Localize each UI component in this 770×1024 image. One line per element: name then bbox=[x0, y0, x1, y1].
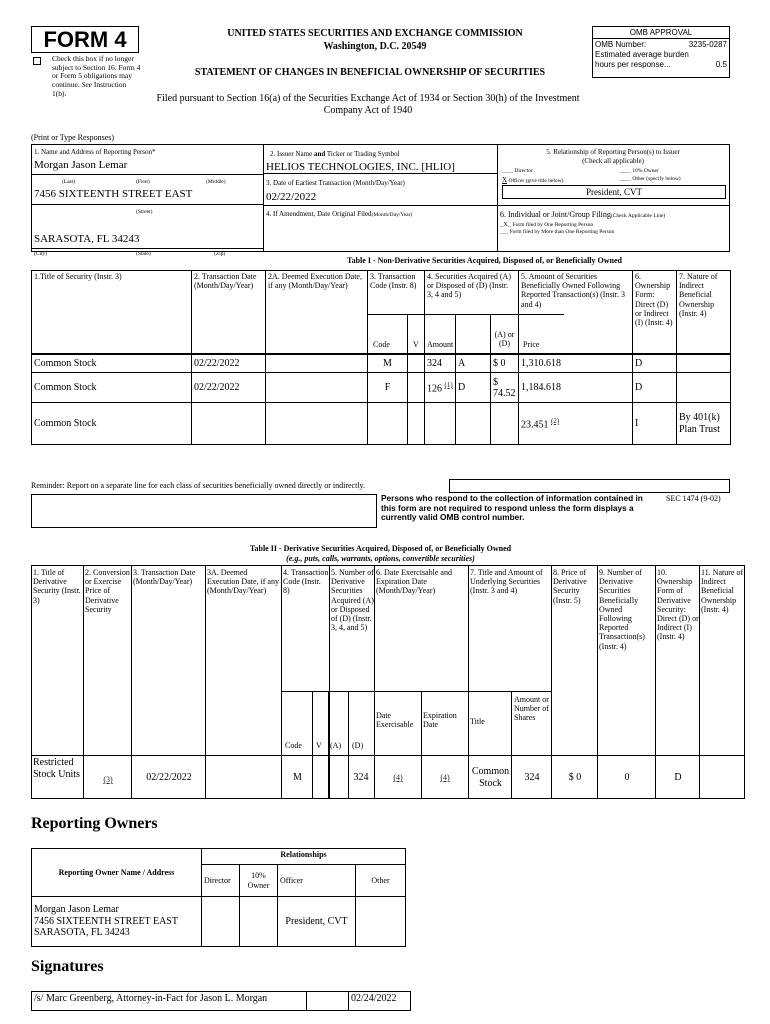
t2-code: M bbox=[293, 772, 302, 783]
t2-h-nature: 11. Nature of Indirect Beneficial Ownership (Instr. 4) bbox=[701, 568, 744, 614]
t1-title-value: Common Stock bbox=[34, 418, 97, 429]
t2-security-title: Restricted Stock Units bbox=[33, 757, 80, 780]
table2-subtitle: (e.g., puts, calls, warrants, options, convertible securities) bbox=[286, 554, 475, 563]
sec-code: SEC 1474 (9-02) bbox=[666, 494, 721, 503]
box1-label: 1. Name and Address of Reporting Person bbox=[34, 148, 153, 156]
director-label: Director bbox=[514, 168, 533, 174]
table1-row bbox=[32, 373, 731, 403]
t1-code-value: M bbox=[383, 357, 392, 369]
t1-amount-value: 324 bbox=[427, 357, 442, 369]
box2-label-pre: 2. Issuer Name bbox=[270, 150, 313, 158]
t1-price-value: $ 74.52 bbox=[493, 376, 516, 399]
ro-officer-value: President, CVT bbox=[278, 897, 356, 947]
box5-sub: (Check all applicable) bbox=[582, 157, 644, 165]
signature-text: /s/ Marc Greenberg, Attorney-in-Fact for Jason L. Morgan bbox=[32, 992, 307, 1011]
t1-h-form: 6. Ownership Form: Direct (D) or Indirect (I) (Instr. 4) bbox=[633, 271, 677, 355]
t2-h-exp: Expiration Date bbox=[423, 711, 457, 730]
print-note: (Print or Type Responses) bbox=[31, 133, 115, 142]
no-longer-subject-checkbox[interactable] bbox=[33, 57, 41, 65]
t2-h-d: (D) bbox=[352, 741, 364, 750]
t2-date-ex-fn[interactable]: (4) bbox=[393, 773, 403, 782]
omb-number-label: OMB Number: bbox=[595, 40, 647, 49]
t1-title bbox=[32, 354, 192, 373]
box5-relationship: 5. Relationship of Reporting Person(s) to Issuer (Check all applicable) ____ Director ____ 10% Owner X Officer (give title below) ____ Other (specify below) President, CVT bbox=[498, 144, 730, 206]
t1-nature-value: By 401(k) Plan Trust bbox=[679, 412, 720, 435]
reporting-owners-table bbox=[31, 848, 406, 947]
t2-h-v: V bbox=[316, 741, 322, 750]
t2-h-code-sub: Code bbox=[285, 741, 302, 750]
ro-h-ten-pct: 10% Owner bbox=[240, 865, 278, 897]
t2-h-owned: 9. Number of Derivative Securities Beneficially Owned Following Reported Transaction(s) (Instr. 4) bbox=[599, 568, 645, 651]
t1-deemed bbox=[266, 354, 368, 373]
table1-body bbox=[31, 353, 731, 445]
t1-date-value: 02/22/2022 bbox=[194, 357, 240, 369]
box6-label-small: (Check Applicable Line) bbox=[610, 213, 666, 219]
ro-h-name: Reporting Owner Name / Address bbox=[32, 849, 202, 897]
t1-form-value: D bbox=[635, 357, 643, 369]
t1-h-deemed: 2A. Deemed Execution Date, if any (Month/Day/Year) bbox=[266, 271, 368, 355]
box2-label-and: and bbox=[313, 150, 326, 158]
first-label: (First) bbox=[136, 179, 150, 185]
t1-nature bbox=[677, 403, 731, 445]
filing-opt2: Form filed by More than One Reporting Person bbox=[509, 229, 615, 235]
t1-owned-value: 1,310.618 bbox=[521, 357, 561, 369]
ro-h-officer: Officer bbox=[278, 865, 356, 897]
omb-hours-label: hours per response... bbox=[595, 60, 671, 69]
agency-name: UNITED STATES SECURITIES AND EXCHANGE COMMISSION bbox=[227, 28, 523, 39]
ro-h-relationships: Relationships bbox=[202, 849, 406, 865]
ro-owner-line2: 7456 SIXTEENTH STREET EAST bbox=[34, 915, 178, 927]
signatures-table bbox=[31, 991, 411, 1011]
t2-h-conv: 2. Conversion or Exercise Price of Derivative Security bbox=[85, 568, 130, 614]
t1-date bbox=[192, 373, 266, 403]
t2-h-a: (A) bbox=[330, 741, 342, 750]
t1-v bbox=[408, 354, 425, 373]
t1-v bbox=[408, 373, 425, 403]
ro-h-director: Director bbox=[202, 865, 240, 897]
t1-deemed bbox=[266, 403, 368, 445]
footnote-link[interactable]: (2) bbox=[551, 416, 560, 425]
t1-owned bbox=[519, 373, 633, 403]
box5-label: 5. Relationship of Reporting Person(s) to Issuer bbox=[546, 148, 680, 156]
omb-number: 3235-0287 bbox=[688, 40, 727, 49]
t1-code bbox=[368, 354, 408, 373]
filing-opt1: Form filed by One Reporting Person bbox=[512, 222, 594, 228]
t1-h-date: 2. Transaction Date (Month/Day/Year) bbox=[192, 271, 266, 355]
t1-v bbox=[408, 403, 425, 445]
ro-other-value bbox=[356, 897, 406, 947]
t1-date bbox=[192, 403, 266, 445]
t2-h-form: 10. Ownership Form of Derivative Security: Direct (D) or Indirect (I) (Instr. 4) bbox=[657, 568, 699, 642]
t1-title bbox=[32, 403, 192, 445]
t1-nature bbox=[677, 373, 731, 403]
officer-label: Officer (give title below) bbox=[508, 178, 564, 184]
t1-aord bbox=[456, 354, 491, 373]
checkbox-note bbox=[52, 55, 142, 98]
t2-price: $ 0 bbox=[568, 772, 582, 783]
statement-title: STATEMENT OF CHANGES IN BENEFICIAL OWNERSHIP OF SECURITIES bbox=[194, 67, 546, 78]
officer-mark[interactable]: X bbox=[502, 176, 508, 184]
reporting-owners-heading: Reporting Owners bbox=[31, 815, 158, 832]
box6-label: 6. Individual or Joint/Group Filing bbox=[500, 210, 611, 219]
t1-title bbox=[32, 373, 192, 403]
t1-amount bbox=[425, 354, 456, 373]
t2-conv-fn[interactable]: (3) bbox=[103, 775, 113, 784]
t1-aord-value: A bbox=[458, 357, 466, 369]
street-value: 7456 SIXTEENTH STREET EAST bbox=[34, 188, 193, 200]
agency-location: Washington, D.C. 20549 bbox=[323, 41, 427, 52]
t2-d: 324 bbox=[353, 772, 369, 783]
t2-h-amount: Amount or Number of Shares bbox=[514, 695, 549, 723]
filed-pursuant: Filed pursuant to Section 16(a) of the Securities Exchange Act of 1934 or Section 30(h) of the Investment Company Act of 1940 bbox=[156, 93, 580, 116]
form-title: FORM 4 bbox=[31, 26, 139, 53]
t1-subheader bbox=[367, 314, 564, 354]
t1-owned bbox=[519, 403, 633, 445]
t1-code bbox=[368, 373, 408, 403]
t2-h-exercisable: 6. Date Exercisable and Expiration Date (Month/Day/Year) bbox=[376, 568, 452, 596]
t1-nature bbox=[677, 354, 731, 373]
middle-label: (Middle) bbox=[206, 179, 226, 185]
t1-amount bbox=[425, 373, 456, 403]
ro-owner-line3: SARASOTA, FL 34243 bbox=[34, 927, 130, 939]
t1-price bbox=[491, 403, 519, 445]
ten-pct-label: 10% Owner bbox=[632, 168, 659, 174]
t2-h-deemed: 3A. Deemed Execution Date, if any (Month/Day/Year) bbox=[207, 568, 279, 596]
t1-form bbox=[633, 354, 677, 373]
box3-label: 3. Date of Earliest Transaction (Month/Day/Year) bbox=[266, 179, 405, 187]
t1-owned-value: 1,184.618 bbox=[521, 382, 561, 393]
t1-h-code: 3. Transaction Code (Instr. 8) bbox=[368, 271, 425, 355]
zip-label: (Zip) bbox=[214, 251, 226, 257]
signature-date: 02/24/2022 bbox=[349, 992, 411, 1011]
t1-h-amount: Amount bbox=[427, 340, 454, 349]
last-label: (Last) bbox=[62, 179, 76, 185]
t1-amount bbox=[425, 403, 456, 445]
checkbox-see: See bbox=[81, 79, 92, 89]
t1-h-title: 1.Title of Security (Instr. 3) bbox=[32, 271, 192, 355]
t1-amount-value: 126 bbox=[427, 383, 442, 395]
t2-exp-fn[interactable]: (4) bbox=[440, 773, 450, 782]
table2-grid bbox=[31, 565, 745, 799]
t2-h-price: 8. Price of Derivative Security (Instr. 5) bbox=[553, 568, 587, 605]
signature-gap bbox=[307, 992, 349, 1011]
omb-title: OMB APPROVAL bbox=[593, 27, 729, 39]
table1-row bbox=[32, 354, 731, 373]
reminder-box-left bbox=[31, 494, 377, 528]
t1-form bbox=[633, 373, 677, 403]
box4-label-small: (Month/Day/Year) bbox=[371, 212, 413, 218]
t1-owned bbox=[519, 354, 633, 373]
table1-title: Table I - Non-Derivative Securities Acquired, Disposed of, or Beneficially Owned bbox=[347, 256, 622, 265]
t2-h-u-title: Title bbox=[470, 717, 485, 726]
t2-form: D bbox=[674, 772, 682, 783]
table2-title: Table II - Derivative Securities Acquired, Disposed of, or Beneficially Owned bbox=[249, 544, 512, 553]
t1-deemed bbox=[266, 373, 368, 403]
t1-form-value: I bbox=[635, 418, 639, 429]
t1-price bbox=[491, 373, 519, 403]
box2-issuer bbox=[264, 144, 498, 174]
box6-filing bbox=[498, 206, 730, 252]
officer-title: President, CVT bbox=[502, 185, 726, 199]
t1-form bbox=[633, 403, 677, 445]
omb-approval-box bbox=[592, 26, 730, 78]
t2-h-date: 3. Transaction Date (Month/Day/Year) bbox=[133, 568, 196, 587]
state-label: (State) bbox=[136, 251, 151, 257]
filing-opt2-mark[interactable]: ___ bbox=[500, 229, 509, 235]
box3-earliest-date bbox=[264, 174, 498, 206]
street-label: (Street) bbox=[136, 209, 153, 215]
t1-form-value: D bbox=[635, 382, 643, 393]
box1-name-address bbox=[31, 144, 264, 252]
ro-director-value bbox=[202, 897, 240, 947]
t1-price bbox=[491, 354, 519, 373]
t1-date bbox=[192, 354, 266, 373]
footnote-link[interactable]: (1) bbox=[444, 380, 453, 389]
omb-hours: 0.5 bbox=[715, 60, 727, 69]
t2-date: 02/22/2022 bbox=[146, 772, 192, 783]
t1-h-acquired: 4. Securities Acquired (A) or Disposed of (D) (Instr. 3, 4 and 5) bbox=[425, 271, 519, 355]
t2-h-code: 4. Transaction Code (Instr. 8) bbox=[283, 568, 329, 596]
box2-label-post: Ticker or Trading Symbol bbox=[326, 150, 400, 158]
city-value: SARASOTA, FL 34243 bbox=[34, 233, 140, 245]
omb-burden-label: Estimated average burden bbox=[595, 50, 689, 59]
t1-h-v: V bbox=[413, 340, 419, 349]
t2-u-amount: 324 bbox=[524, 772, 540, 783]
t1-h-nature: 7. Nature of Indirect Beneficial Ownership (Instr. 4) bbox=[677, 271, 731, 355]
t1-price-value: $ 0 bbox=[493, 357, 506, 369]
t1-code bbox=[368, 403, 408, 445]
ro-owner bbox=[32, 897, 202, 947]
earliest-date: 02/22/2022 bbox=[266, 191, 317, 203]
ro-ten-pct-value bbox=[240, 897, 278, 947]
table1-row bbox=[32, 403, 731, 445]
t2-owned: 0 bbox=[624, 772, 630, 783]
t1-h-aord: (A) or (D) bbox=[494, 330, 515, 349]
box4-amendment bbox=[264, 206, 498, 252]
t2-h-number: 5. Number of Derivative Securities Acquired (A) or Disposed of (D) (Instr. 3, 4, and 5) bbox=[331, 568, 374, 633]
box4-label: 4. If Amendment, Date Original Filed bbox=[266, 210, 372, 218]
t1-title-value: Common Stock bbox=[34, 357, 97, 369]
t1-h-owned: 5. Amount of Securities Beneficially Owned Following Reported Transaction(s) (Instr. 3 and 4) bbox=[519, 271, 633, 355]
t2-h-underlying: 7. Title and Amount of Underlying Securities (Instr. 3 and 4) bbox=[470, 568, 543, 596]
t1-aord-value: D bbox=[458, 382, 466, 393]
t1-aord bbox=[456, 373, 491, 403]
reporting-person-name: Morgan Jason Lemar bbox=[34, 159, 128, 171]
box1-star: * bbox=[152, 148, 156, 156]
t1-h-price: Price bbox=[523, 340, 540, 349]
t2-h-date-ex: Date Exercisable bbox=[376, 711, 414, 730]
city-label: (City) bbox=[34, 251, 48, 257]
t1-h-code-sub: Code bbox=[373, 340, 390, 349]
reminder-box-right bbox=[449, 479, 730, 493]
checkbox-text: Check this box if no longer subject to Section 16. Form 4 or Form 5 obligations may continue. bbox=[52, 54, 141, 89]
t1-aord bbox=[456, 403, 491, 445]
issuer-name: HELIOS TECHNOLOGIES, INC. [HLIO] bbox=[266, 161, 455, 173]
other-label: Other (specify below) bbox=[632, 176, 681, 182]
t1-owned-value: 23.451 bbox=[521, 419, 549, 431]
t1-code-value: F bbox=[384, 382, 391, 393]
reminder: Reminder: Report on a separate line for each class of securities beneficially owned directly or indirectly. bbox=[31, 481, 366, 490]
filing-opt1-mark[interactable]: _X_ bbox=[500, 221, 512, 228]
t2-h-title: 1. Title of Derivative Security (Instr. 3) bbox=[33, 568, 81, 605]
t1-date-value: 02/22/2022 bbox=[194, 382, 240, 393]
signatures-heading: Signatures bbox=[31, 958, 104, 975]
ro-h-other: Other bbox=[356, 865, 406, 897]
ro-owner-line1: Morgan Jason Lemar bbox=[34, 904, 119, 916]
checkbox-instruction: Instruction 1(b). bbox=[52, 79, 127, 98]
persons-respond: Persons who respond to the collection of information contained in this form are not required to respond unless the form displays a currently valid OMB control number. bbox=[381, 493, 643, 523]
t1-title-value: Common Stock bbox=[34, 382, 97, 393]
t2-u-title: Common Stock bbox=[471, 766, 510, 789]
